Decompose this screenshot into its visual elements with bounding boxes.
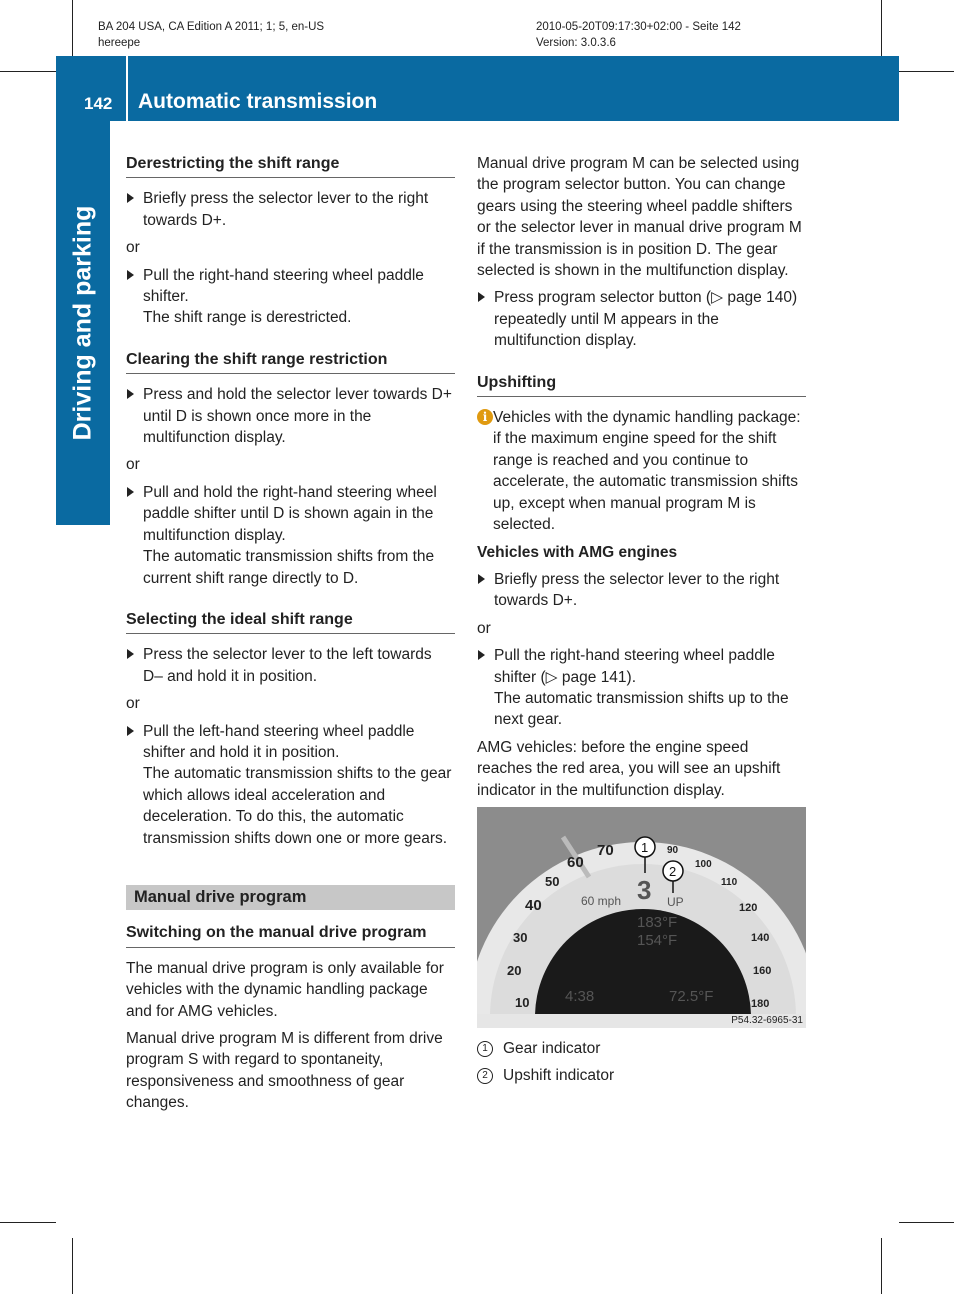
crop-mark bbox=[0, 71, 56, 72]
section-heading: Derestricting the shift range bbox=[126, 153, 455, 178]
speed-tick-label: 60 bbox=[567, 853, 584, 871]
step-text: Briefly press the selector lever to the right towards D+. bbox=[494, 570, 780, 610]
arrow-icon bbox=[478, 574, 485, 584]
speedometer-illustration bbox=[477, 807, 806, 1014]
step-result: The automatic transmission shifts to the gear which allows ideal acceleration and deceleration. To do this, the automatic transmission shifts down one or more gears. bbox=[143, 765, 452, 847]
paragraph: Manual drive program M is different from drive program S with regard to spontaneity, responsiveness and smoothness of gear changes. bbox=[126, 1030, 443, 1112]
upshift-indicator: UP bbox=[667, 894, 684, 909]
section-heading: Selecting the ideal shift range bbox=[126, 609, 455, 634]
arrow-icon bbox=[478, 292, 485, 302]
arrow-icon bbox=[127, 726, 134, 736]
legend-text: Upshift indicator bbox=[503, 1067, 615, 1085]
callout-2-label: 2 bbox=[669, 863, 677, 879]
arrow-icon bbox=[127, 193, 134, 203]
legend-item bbox=[477, 1065, 806, 1086]
arrow-icon bbox=[127, 649, 134, 659]
crop-mark bbox=[899, 71, 954, 72]
paragraph: AMG vehicles: before the engine speed reaches the red area, you will see an upshift indicator in the multifunction display. bbox=[477, 738, 781, 799]
legend-text: Gear indicator bbox=[503, 1039, 601, 1057]
print-meta-left bbox=[98, 19, 324, 51]
oil-temperature: 183°F bbox=[637, 913, 678, 931]
section-bar: Manual drive program bbox=[126, 885, 455, 910]
arrow-icon bbox=[127, 389, 134, 399]
step-text: Pull the right-hand steering wheel paddle shifter (▷ page 141). bbox=[494, 647, 775, 686]
section-heading: Clearing the shift range restriction bbox=[126, 349, 455, 374]
arrow-icon bbox=[127, 270, 134, 280]
speed-tick-label: 50 bbox=[545, 873, 560, 889]
header-band bbox=[56, 56, 899, 121]
legend-number: 1 bbox=[477, 1041, 493, 1057]
callout-1-label: 1 bbox=[641, 839, 649, 855]
header-divider bbox=[126, 56, 128, 121]
speed-tick-label: 180 bbox=[751, 997, 770, 1010]
crop-mark bbox=[72, 1238, 73, 1294]
speed-tick-label: 30 bbox=[513, 929, 528, 945]
speed-tick-label: 100 bbox=[695, 858, 712, 870]
step-result: The automatic transmission shifts from the current shift range directly to D. bbox=[143, 548, 435, 587]
step-text: Pull the left-hand steering wheel paddle shifter and hold it in position. bbox=[143, 722, 415, 761]
coolant-temperature: 154°F bbox=[637, 931, 678, 949]
section-heading: Upshifting bbox=[477, 372, 806, 397]
speed-tick-label: 40 bbox=[525, 896, 542, 914]
step-text: Press program selector button (▷ page 140) repeatedly until M appears in the multifunction display. bbox=[494, 289, 798, 350]
clock: 4:38 bbox=[565, 987, 595, 1005]
step-item bbox=[477, 287, 806, 351]
or-label: or bbox=[126, 695, 140, 713]
step-item bbox=[126, 644, 455, 687]
right-column bbox=[477, 153, 806, 1093]
speed-tick-label: 140 bbox=[751, 931, 770, 944]
speed-tick-label: 70 bbox=[597, 841, 614, 859]
crop-mark bbox=[881, 1238, 882, 1294]
step-text: Pull the right-hand steering wheel paddle shifter. bbox=[143, 266, 424, 306]
subheading: Vehicles with AMG engines bbox=[477, 543, 678, 561]
info-text: Vehicles with the dynamic handling package: if the maximum engine speed for the shift range is reached and you continue to accelerate, the automatic transmission shifts up, except when manual program M is selected. bbox=[493, 409, 801, 534]
arrow-icon bbox=[127, 487, 134, 497]
left-column bbox=[126, 153, 455, 1120]
instrument-cluster-figure bbox=[477, 807, 806, 1028]
step-item bbox=[126, 265, 455, 329]
or-label: or bbox=[477, 619, 491, 637]
paragraph: Manual drive program M can be selected using the program selector button. You can change gears using the steering wheel paddle shifters or the selector lever in manual drive program M if the transmission is in position D. The gear selected is shown in the multifunction display. bbox=[477, 155, 802, 280]
speed-tick-label: 90 bbox=[667, 844, 679, 856]
page-number: 142 bbox=[84, 94, 113, 113]
step-text: Press and hold the selector lever towards D+ until D is shown once more in the multifunction display. bbox=[143, 386, 452, 447]
step-item bbox=[477, 569, 806, 612]
arrow-icon bbox=[478, 650, 485, 660]
or-label: or bbox=[126, 456, 140, 474]
speed-tick-label: 20 bbox=[507, 962, 522, 978]
chapter-tab-label: Driving and parking bbox=[68, 205, 97, 441]
step-item bbox=[477, 645, 806, 731]
step-result: The automatic transmission shifts up to the next gear. bbox=[494, 689, 789, 729]
section-heading: Switching on the manual drive program bbox=[126, 922, 455, 947]
step-text: Briefly press the selector lever to the right towards D+. bbox=[143, 190, 429, 229]
meta-line: hereepe bbox=[98, 37, 141, 49]
chapter-tab bbox=[56, 121, 110, 525]
info-icon: i bbox=[477, 409, 493, 425]
figure-code: P54.32-6965-31 bbox=[477, 1014, 806, 1028]
step-item bbox=[126, 188, 455, 231]
meta-line: BA 204 USA, CA Edition A 2011; 1; 5, en-US bbox=[98, 21, 325, 33]
or-label: or bbox=[126, 239, 140, 257]
print-meta-right bbox=[536, 19, 741, 51]
info-note bbox=[477, 407, 806, 535]
meta-line: 2010-05-20T09:17:30+02:00 - Seite 142 bbox=[536, 21, 741, 33]
speed-tick-label: 10 bbox=[515, 994, 530, 1010]
speed-unit: 60 mph bbox=[581, 893, 622, 908]
paragraph: The manual drive program is only available for vehicles with the dynamic handling package and for AMG vehicles. bbox=[126, 959, 444, 1020]
step-result: The shift range is derestricted. bbox=[143, 309, 352, 327]
speed-tick-label: 120 bbox=[739, 901, 758, 914]
legend-item bbox=[477, 1038, 806, 1059]
step-item bbox=[126, 482, 455, 589]
legend-number: 2 bbox=[477, 1068, 493, 1084]
crop-mark bbox=[0, 1222, 56, 1223]
crop-mark bbox=[72, 0, 73, 56]
speed-tick-label: 160 bbox=[753, 964, 772, 977]
crop-mark bbox=[899, 1222, 954, 1223]
step-text: Pull and hold the right-hand steering wheel paddle shifter until D is shown again in the multifunction display. bbox=[143, 483, 437, 544]
outside-temperature: 72.5°F bbox=[669, 987, 714, 1005]
step-text: Press the selector lever to the left towards D– and hold it in position. bbox=[143, 646, 432, 685]
step-item bbox=[126, 721, 455, 849]
page-title: Automatic transmission bbox=[138, 90, 378, 113]
gear-indicator: 3 bbox=[637, 874, 652, 905]
step-item bbox=[126, 384, 455, 448]
meta-line: Version: 3.0.3.6 bbox=[536, 37, 616, 49]
crop-mark bbox=[881, 0, 882, 56]
speed-tick-label: 110 bbox=[721, 876, 738, 888]
